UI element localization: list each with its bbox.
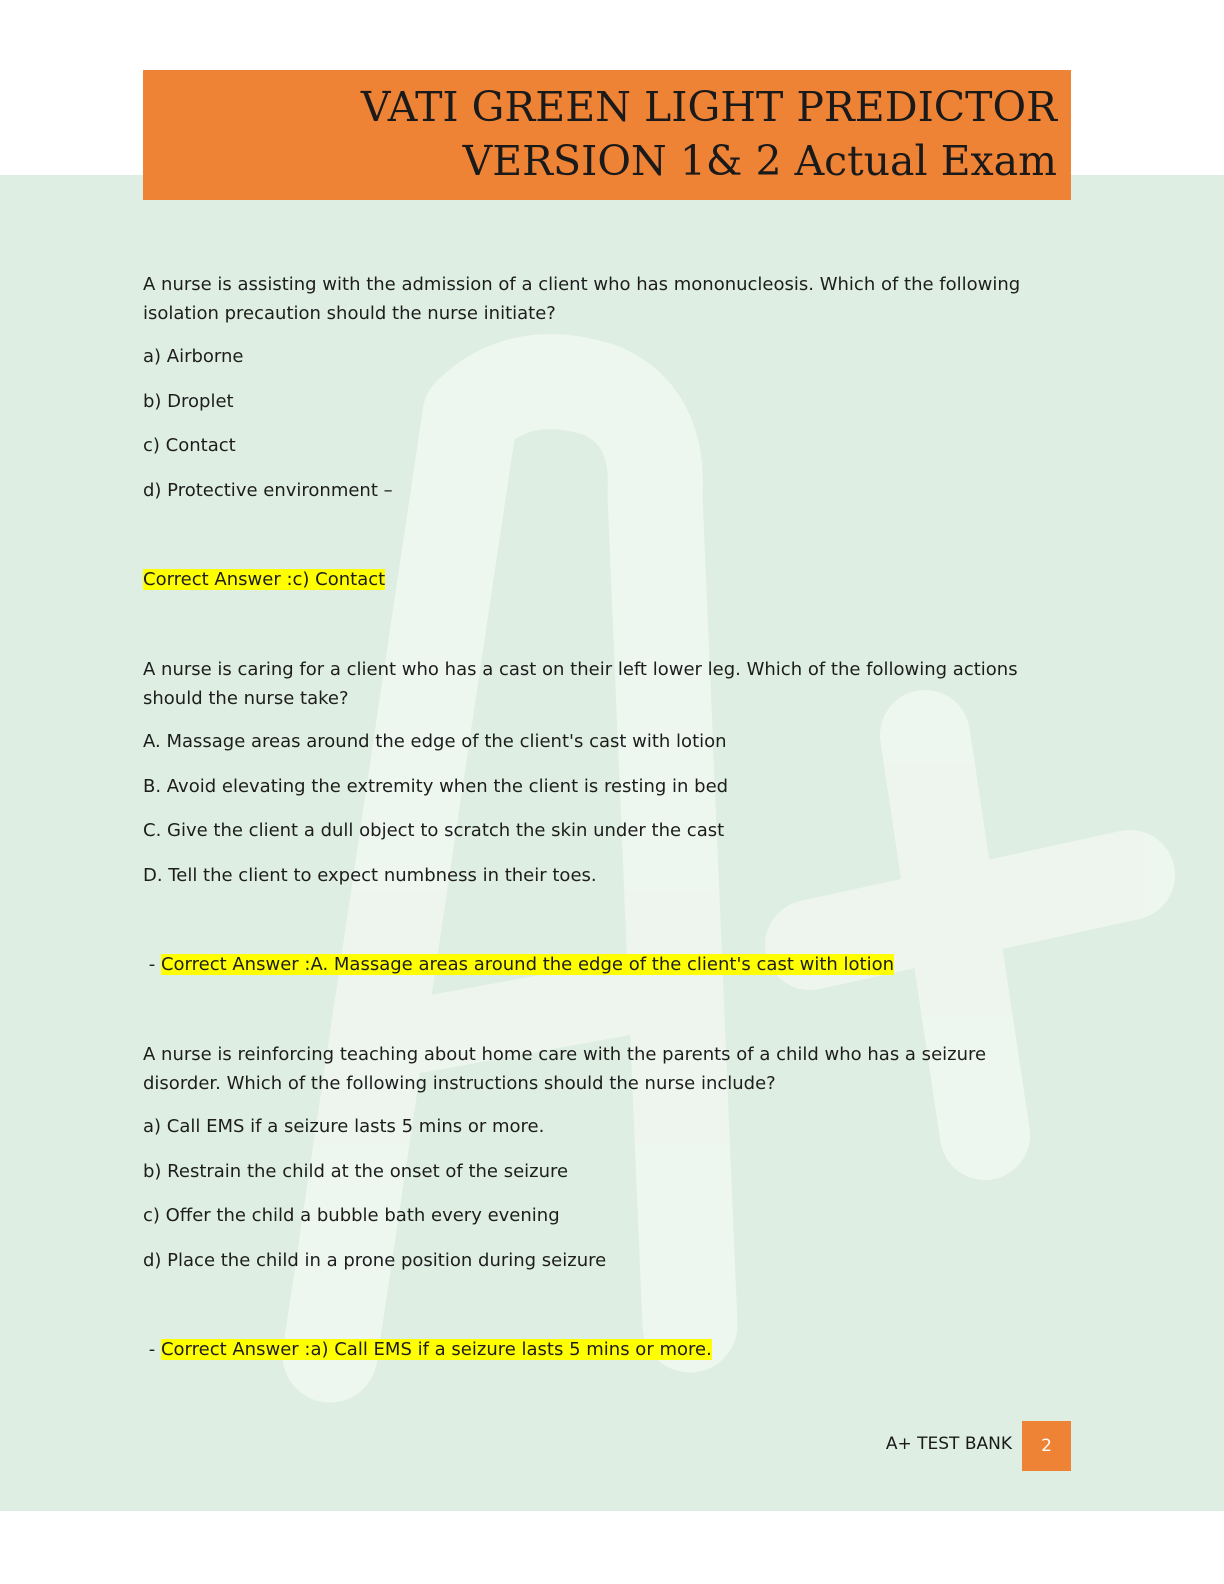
answer-option: c) Offer the child a bubble bath every evening — [143, 1205, 560, 1226]
answer-option: B. Avoid elevating the extremity when the client is resting in bed — [143, 776, 729, 797]
background-panel — [0, 175, 1224, 1511]
correct-answer — [143, 1337, 712, 1363]
page-number-badge: 2 — [1022, 1421, 1071, 1471]
answer-option: c) Contact — [143, 435, 236, 456]
answer-option: A. Massage areas around the edge of the client's cast with lotion — [143, 731, 727, 752]
title-line-2: VERSION 1& 2 Actual Exam — [462, 137, 1057, 185]
answer-option: a) Call EMS if a seizure lasts 5 mins or more. — [143, 1116, 545, 1137]
answer-option: a) Airborne — [143, 346, 244, 367]
correct-answer-highlight: Correct Answer :c) Contact — [143, 569, 386, 590]
answer-option: b) Droplet — [143, 391, 234, 412]
title-line-1: VATI GREEN LIGHT PREDICTOR — [360, 83, 1057, 131]
answer-option: D. Tell the client to expect numbness in their toes. — [143, 865, 597, 886]
answer-prefix: - — [143, 1339, 161, 1360]
question-stem: A nurse is reinforcing teaching about home care with the parents of a child who has a seizure disorder. Which of the following instructions should the nurse include? — [143, 1044, 987, 1094]
document-title-banner — [143, 70, 1071, 200]
answer-option: C. Give the client a dull object to scratch the skin under the cast — [143, 820, 725, 841]
question-stem: A nurse is assisting with the admission of a client who has mononucleosis. Which of the following isolation precaution should the nurse initiate? — [143, 274, 1021, 324]
a-plus-watermark-icon — [0, 175, 1224, 1511]
question-stem: A nurse is caring for a client who has a cast on their left lower leg. Which of the following actions should the nurse take? — [143, 659, 1018, 709]
footer-label: A+ TEST BANK — [885, 1434, 1012, 1454]
correct-answer — [143, 567, 385, 593]
correct-answer-highlight: Correct Answer :A. Massage areas around the edge of the client's cast with lotion — [160, 954, 895, 975]
correct-answer — [143, 952, 894, 978]
answer-prefix: - — [143, 954, 161, 975]
correct-answer-highlight: Correct Answer :a) Call EMS if a seizure lasts 5 mins or more. — [160, 1339, 712, 1360]
answer-option: d) Protective environment – — [143, 480, 393, 501]
answer-option: d) Place the child in a prone position during seizure — [143, 1250, 607, 1271]
answer-option: b) Restrain the child at the onset of the seizure — [143, 1161, 569, 1182]
